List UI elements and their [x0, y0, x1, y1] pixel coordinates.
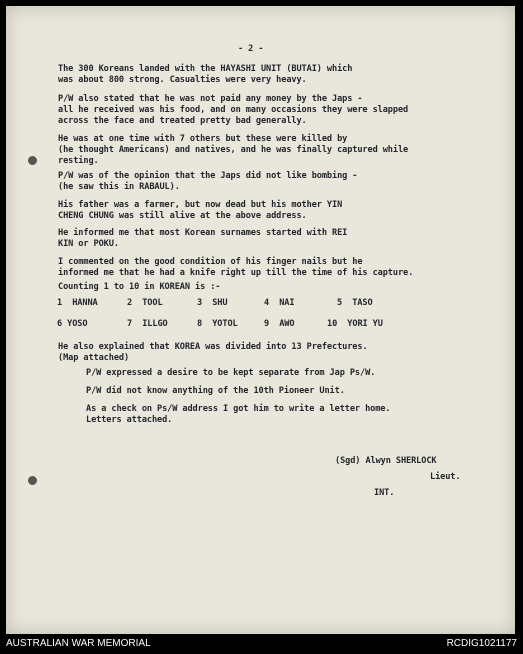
- paragraph-3: He was at one time with 7 others but these were killed by (he thought Americans) and natives, and he was finally captured while resting.: [58, 134, 409, 166]
- paragraph-6: He informed me that most Korean surnames started with REI KIN or POKU.: [58, 228, 348, 249]
- paragraph-4: P/W was of the opinion that the Japs did not like bombing - (he saw this in RABAUL).: [58, 171, 358, 192]
- signature-unit: INT.: [374, 488, 395, 498]
- page-number: - 2 -: [238, 44, 264, 54]
- archive-footer: [0, 634, 523, 654]
- number-word: 3 SHU: [197, 298, 228, 308]
- paragraph-7: I commented on the good condition of his finger nails but he informed me that he had a knife right up till the time of his capture.: [58, 257, 414, 278]
- punch-hole: [28, 156, 37, 165]
- number-word: 7 ILLGO: [127, 319, 168, 329]
- number-word: 4 NAI: [264, 298, 295, 308]
- number-word: 10 YORI YU: [327, 319, 383, 329]
- document-page: [6, 6, 515, 634]
- paragraph-2: P/W also stated that he was not paid any money by the Japs - all he received was his food, and on many occasions they were slapped across the face and treated pretty bad generally.: [58, 94, 409, 126]
- number-word: 8 YOTOL: [197, 319, 238, 329]
- signature-rank: Lieut.: [430, 472, 461, 482]
- paragraph-5: His father was a farmer, but now dead but his mother YIN CHENG CHUNG was still alive at the above address.: [58, 200, 343, 221]
- signature-name: (Sgd) Alwyn SHERLOCK: [335, 456, 437, 466]
- punch-hole: [28, 476, 37, 485]
- paragraph-12: As a check on Ps/W address I got him to write a letter home. Letters attached.: [86, 404, 391, 425]
- footer-record-id: RCDIG1021177: [446, 638, 517, 649]
- paragraph-10: P/W expressed a desire to be kept separate from Jap Ps/W.: [86, 368, 376, 378]
- number-word: 1 HANNA: [57, 298, 98, 308]
- paragraph-11: P/W did not know anything of the 10th Pioneer Unit.: [86, 386, 345, 396]
- paragraph-1: The 300 Koreans landed with the HAYASHI UNIT (BUTAI) which was about 800 strong. Casualties were very heavy.: [58, 64, 353, 85]
- paragraph-9: He also explained that KOREA was divided into 13 Prefectures. (Map attached): [58, 342, 368, 363]
- number-word: 9 AWO: [264, 319, 295, 329]
- number-word: 6 YOSO: [57, 319, 88, 329]
- number-word: 2 TOOL: [127, 298, 163, 308]
- footer-archive-name: AUSTRALIAN WAR MEMORIAL: [6, 638, 151, 649]
- number-word: 5 TASO: [337, 298, 373, 308]
- paragraph-8: Counting 1 to 10 in KOREAN is :-: [58, 282, 221, 292]
